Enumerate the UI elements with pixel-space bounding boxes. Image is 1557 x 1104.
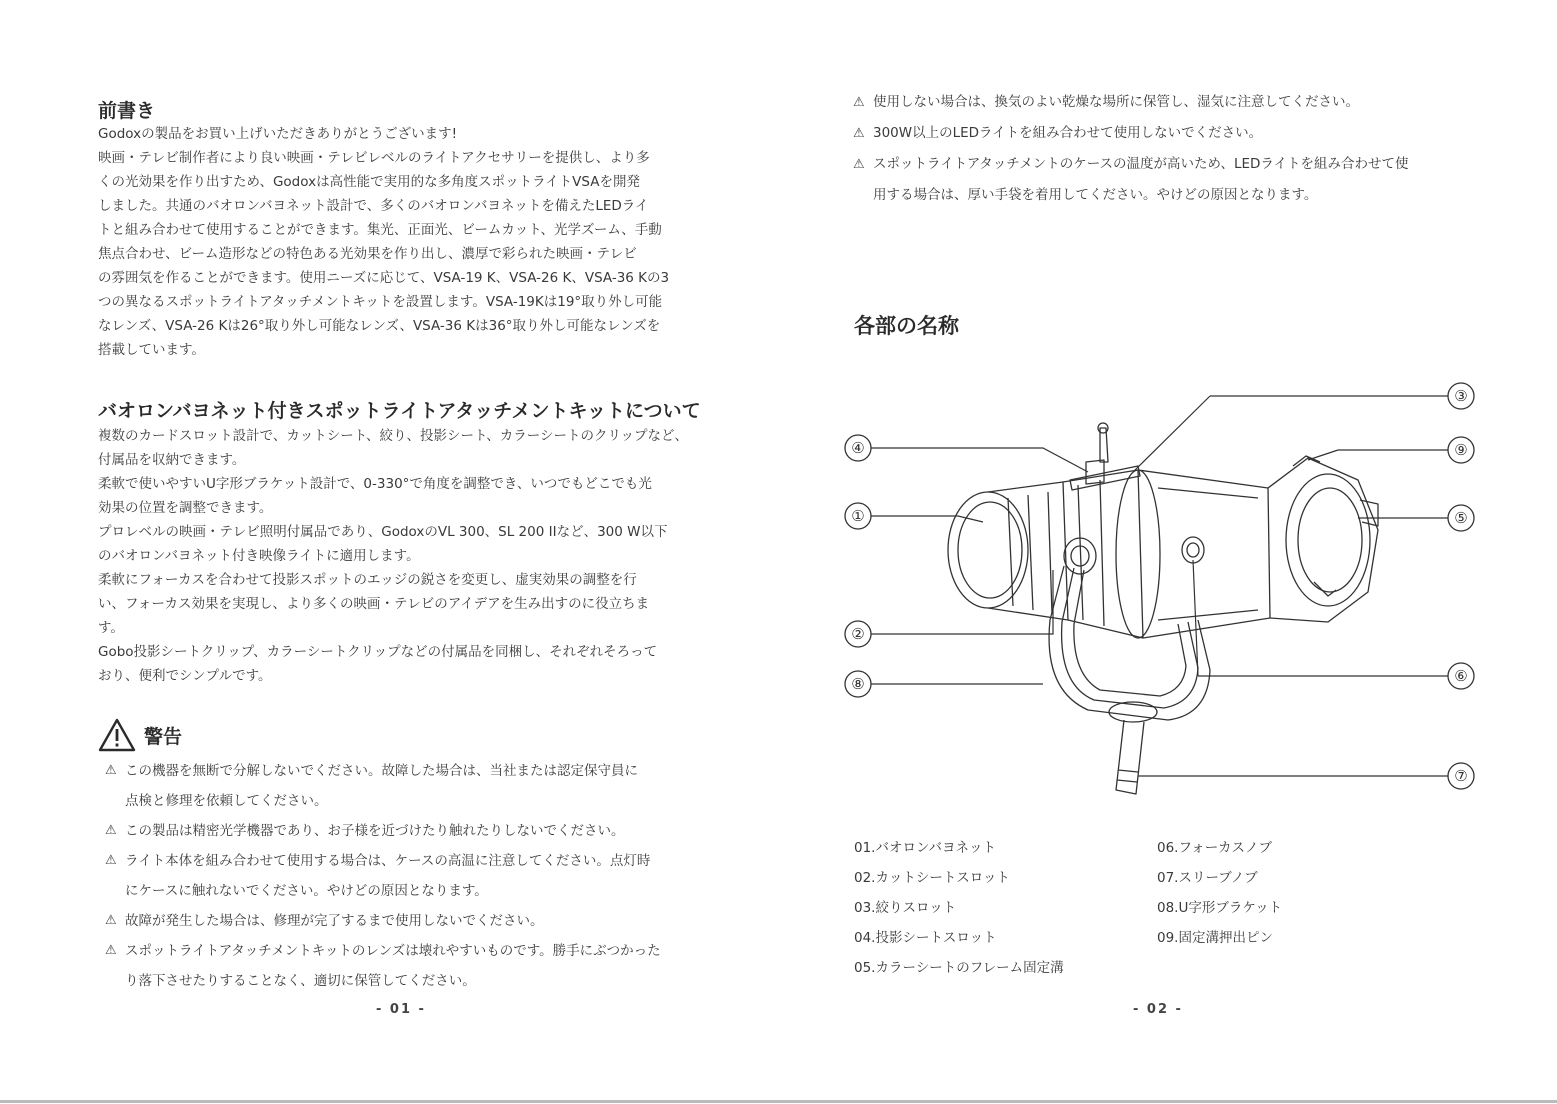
left-page <box>0 0 778 1104</box>
about-text <box>98 424 708 688</box>
page-number: - 02 - <box>1133 1002 1183 1017</box>
callout-5: ⑤ <box>1454 509 1468 527</box>
preface-heading: 前書き <box>98 100 156 122</box>
preface-line: の雰囲気を作ることができます。使用ニーズに応じて、VSA-19 K、VSA-26 K、VSA-36 Kの3 <box>98 270 670 286</box>
warning-item: ⚠ 故障が発生した場合は、修理が完了するまで使用しないでください。 <box>105 906 715 936</box>
warning-item: ⚠ ライト本体を組み合わせて使用する場合は、ケースの高温に注意してください。点灯時 <box>105 846 715 876</box>
preface-line: Godoxの製品をお買い上げいただきありがとうございます! <box>98 126 458 142</box>
callout-numbers <box>851 387 1467 785</box>
warning-list <box>105 756 715 996</box>
about-heading: バオロンバヨネット付きスポットライトアタッチメントキットについて <box>98 400 701 422</box>
preface-line: くの光効果を作り出すため、Godoxは高性能で実用的な多角度スポットライトVSAを開発 <box>98 174 640 190</box>
warning-item: ⚠ この製品は精密光学機器であり、お子様を近づけたり触れたりしないでください。 <box>105 816 715 846</box>
caution-icon: ⚠ <box>105 823 117 838</box>
caution-icon: ⚠ <box>853 157 865 172</box>
bottom-border <box>0 1100 1557 1103</box>
page-number: - 01 - <box>376 1002 426 1017</box>
caution-icon: ⚠ <box>105 853 117 868</box>
about-line: 柔軟で使いやすいU字形ブラケット設計で、0-330°で角度を調整でき、いつでもどこでも光 <box>98 476 652 492</box>
part-item: 09.固定溝押出ピン <box>1157 930 1273 946</box>
caution-icon: ⚠ <box>853 95 865 110</box>
warning-heading <box>98 718 182 752</box>
warning-triangle-icon <box>98 718 136 752</box>
callout-circles <box>845 383 1474 789</box>
preface-text <box>98 122 708 362</box>
caution-item: ⚠ 300W以上のLEDライトを組み合わせて使用しないでください。 <box>853 118 1473 149</box>
caution-icon: ⚠ <box>105 763 117 778</box>
callout-4: ④ <box>851 439 865 457</box>
caution-icon: ⚠ <box>105 913 117 928</box>
caution-item: ⚠ スポットライトアタッチメントのケースの温度が高いため、LEDライトを組み合わせて使 <box>853 149 1473 180</box>
preface-line: 焦点合わせ、ビーム造形などの特色ある光効果を作り出し、濃厚で彩られた映画・テレビ <box>98 246 637 262</box>
spotlight-illustration <box>948 423 1378 794</box>
warning-item-cont: にケースに触れないでください。やけどの原因となります。 <box>125 883 488 899</box>
warning-item: ⚠ この機器を無断で分解しないでください。故障した場合は、当社または認定保守員に <box>105 756 715 786</box>
about-line: おり、便利でシンプルです。 <box>98 668 272 684</box>
preface-line: なレンズ、VSA-26 Kは26°取り外し可能なレンズ、VSA-36 Kは36°取り外し可能なレンズを <box>98 318 661 334</box>
about-line: Gobo投影シートクリップ、カラーシートクリップなどの付属品を同梱し、それぞれそろって <box>98 644 658 660</box>
callout-7: ⑦ <box>1454 767 1468 785</box>
part-item: 07.スリーブノブ <box>1157 870 1258 886</box>
about-line: 効果の位置を調整できます。 <box>98 500 273 516</box>
preface-line: 搭載しています。 <box>98 342 205 358</box>
part-item: 02.カットシートスロット <box>854 870 1010 886</box>
preface-line: しました。共通のバオロンバヨネット設計で、多くのバオロンバヨネットを備えたLEDライ <box>98 198 649 214</box>
callout-3: ③ <box>1454 387 1468 405</box>
callout-8: ⑧ <box>851 675 865 693</box>
about-line: す。 <box>98 620 124 636</box>
warning-item-cont: り落下させたりすることなく、適切に保管してください。 <box>125 973 476 989</box>
parts-list-left <box>854 833 1064 983</box>
warning-title: 警告 <box>144 725 183 748</box>
warning-item: ⚠ スポットライトアタッチメントキットのレンズは壊れやすいものです。勝手にぶつかった <box>105 936 715 966</box>
about-line: 複数のカードスロット設計で、カットシート、絞り、投影シート、カラーシートのクリップなど、 <box>98 428 688 444</box>
part-item: 03.絞りスロット <box>854 900 957 916</box>
about-line: のバオロンバヨネット付き映像ライトに適用します。 <box>98 548 420 564</box>
about-line: 柔軟にフォーカスを合わせて投影スポットのエッジの鋭さを変更し、虚実効果の調整を行 <box>98 572 637 588</box>
callout-9: ⑨ <box>1454 441 1468 459</box>
spotlight-diagram <box>838 370 1498 820</box>
parts-list-right <box>1157 833 1282 953</box>
about-line: い、フォーカス効果を実現し、より多くの映画・テレビのアイデアを生み出すのに役立ちま <box>98 596 650 612</box>
caution-icon: ⚠ <box>853 126 865 141</box>
about-line: プロレベルの映画・テレビ照明付属品であり、GodoxのVL 300、SL 200 IIなど、300 W以下 <box>98 524 668 540</box>
part-item: 06.フォーカスノブ <box>1157 840 1273 856</box>
part-item: 01.バオロンバヨネット <box>854 840 997 856</box>
preface-line: トと組み合わせて使用することができます。集光、正面光、ビームカット、光学ズーム、手動 <box>98 222 662 238</box>
about-line: 付属品を収納できます。 <box>98 452 246 468</box>
caution-icon: ⚠ <box>105 943 117 958</box>
caution-list <box>853 87 1473 211</box>
caution-item-cont: 用する場合は、厚い手袋を着用してください。やけどの原因となります。 <box>873 187 1318 203</box>
caution-item: ⚠ 使用しない場合は、換気のよい乾燥な場所に保管し、湿気に注意してください。 <box>853 87 1473 118</box>
parts-heading: 各部の名称 <box>854 314 959 338</box>
preface-line: つの異なるスポットライトアタッチメントキットを設置します。VSA-19Kは19°取り外し可能 <box>98 294 663 310</box>
preface-line: 映画・テレビ制作者により良い映画・テレビレベルのライトアクセサリーを提供し、より多 <box>98 150 650 166</box>
callout-2: ② <box>851 625 865 643</box>
part-item: 04.投影シートスロット <box>854 930 997 946</box>
right-page <box>778 0 1557 1104</box>
warning-item-cont: 点検と修理を依頼してください。 <box>125 793 328 809</box>
callout-6: ⑥ <box>1454 667 1468 685</box>
callout-1: ① <box>851 507 865 525</box>
part-item: 08.U字形ブラケット <box>1157 900 1283 916</box>
part-item: 05.カラーシートのフレーム固定溝 <box>854 960 1064 976</box>
